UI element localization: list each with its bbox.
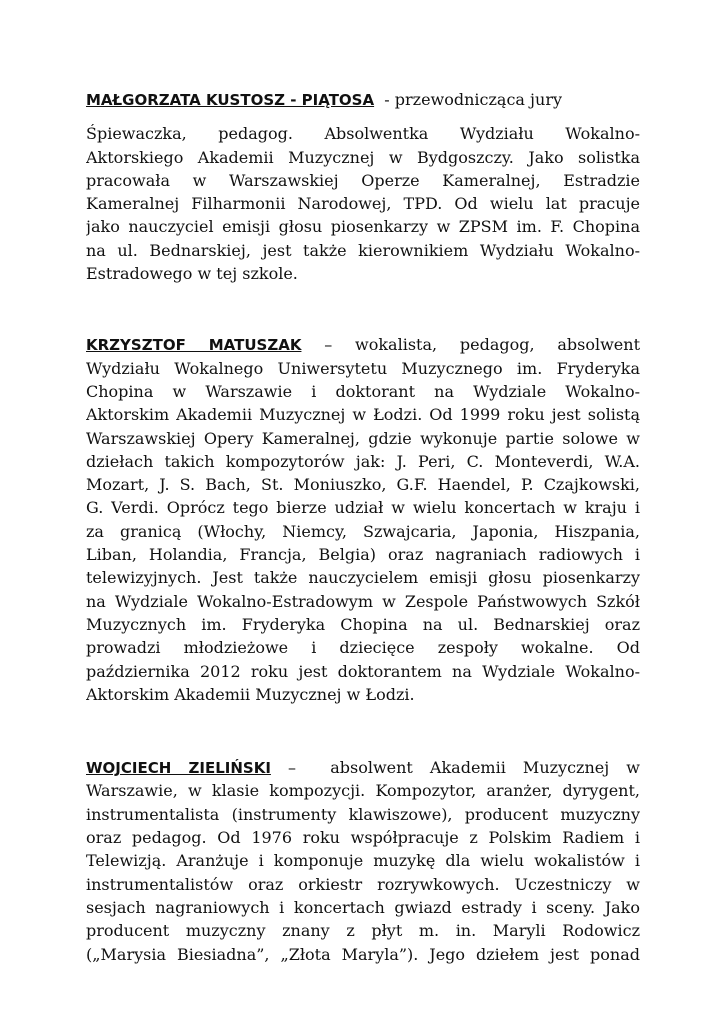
bio3-line: Warszawie, w klasie kompozycji. Kompozytor, aranżer, dyrygent, bbox=[86, 781, 640, 801]
bio3-line: producent muzyczny znany z płyt m. in. Maryli Rodowicz bbox=[86, 921, 640, 941]
bio1-line: pracowała w Warszawskiej Operze Kameralnej, Estradzie bbox=[86, 170, 640, 190]
bio2-line: Wydziału Wokalnego Uniwersytetu Muzycznego im. Fryderyka bbox=[86, 358, 640, 378]
bio1-line: jako nauczyciel emisji głosu piosenkarzy w ZPSM im. F. Chopina bbox=[86, 217, 640, 237]
bio2-line: dziełach takich kompozytorów jak: J. Peri, C. Monteverdi, W.A. bbox=[86, 451, 640, 471]
bio2-line: Liban, Holandia, Francja, Belgia) oraz nagraniach radiowych i bbox=[86, 545, 640, 565]
bio2-line: G. Verdi. Oprócz tego bierze udział w wielu koncertach w kraju i bbox=[86, 498, 640, 518]
bio3-first-line-rest: – absolwent Akademii Muzycznej w bbox=[270, 758, 640, 778]
bio3-line: sesjach nagraniowych i koncertach gwiazd estrady i sceny. Jako bbox=[86, 897, 640, 917]
bio3-paragraph bbox=[86, 756, 640, 966]
bio2-paragraph bbox=[86, 333, 640, 706]
bio2-line: Warszawskiej Opery Kameralnej, gdzie wykonuje partie solowe w bbox=[86, 428, 640, 448]
bio3-line: instrumentalista (instrumenty klawiszowe), producent muzyczny bbox=[86, 804, 640, 824]
bio2-line: telewizyjnych. Jest także nauczycielem emisji głosu piosenkarzy bbox=[86, 568, 640, 588]
bio1-line: Estradowego w tej szkole. bbox=[86, 264, 298, 284]
bio2-name: KRZYSZTOF MATUSZAK bbox=[86, 336, 302, 355]
bio1-name: MAŁGORZATA KUSTOSZ - PIĄTOSA bbox=[86, 91, 375, 109]
bio1-line: Aktorskiego Akademii Muzycznej w Bydgoszczy. Jako solistka bbox=[86, 147, 640, 167]
bio2-line: Aktorskim Akademii Muzycznej w Łodzi. bbox=[86, 684, 415, 704]
bio2-first-line bbox=[86, 333, 640, 356]
bio3-line: („Marysia Biesiadna”, „Złota Maryla”). Jego dziełem jest ponad bbox=[86, 944, 640, 964]
bio1-line: Śpiewaczka, pedagog. Absolwentka Wydziału Wokalno- bbox=[86, 124, 640, 144]
bio2-line: października 2012 roku jest doktorantem na Wydziale Wokalno- bbox=[86, 661, 640, 681]
bio2-line: Chopina w Warszawie i doktorant na Wydziale Wokalno- bbox=[86, 381, 640, 401]
bio3-line: instrumentalistów oraz orkiestr rozrywkowych. Uczestniczy w bbox=[86, 874, 640, 894]
bio1-heading bbox=[86, 88, 640, 111]
document-page bbox=[86, 88, 640, 966]
bio2-line: za granicą (Włochy, Niemcy, Szwajcaria, Japonia, Hiszpania, bbox=[86, 521, 640, 541]
bio3-line: Telewizją. Aranżuje i komponuje muzykę dla wielu wokalistów i bbox=[86, 851, 640, 871]
bio2-line: Mozart, J. S. Bach, St. Moniuszko, G.F. Haendel, P. Czajkowski, bbox=[86, 475, 640, 495]
bio3-name: WOJCIECH ZIELIŃSKI bbox=[86, 759, 271, 778]
bio2-line: na Wydziale Wokalno-Estradowym w Zespole Państwowych Szkół bbox=[86, 591, 640, 611]
bio1-line: Kameralnej Filharmonii Narodowej, TPD. Od wielu lat pracuje bbox=[86, 194, 640, 214]
bio2-line: Muzycznych im. Fryderyka Chopina na ul. Bednarskiej oraz bbox=[86, 614, 640, 634]
bio1-role: - przewodnicząca jury bbox=[374, 90, 563, 109]
bio2-first-line-rest: – wokalista, pedagog, absolwent bbox=[301, 335, 640, 355]
bio2-line: Aktorskim Akademii Muzycznej w Łodzi. Od 1999 roku jest solistą bbox=[86, 405, 640, 425]
bio1-line: na ul. Bednarskiej, jest także kierownikiem Wydziału Wokalno- bbox=[86, 240, 640, 260]
bio1-paragraph bbox=[86, 122, 640, 285]
bio2-line: prowadzi młodzieżowe i dziecięce zespoły wokalne. Od bbox=[86, 638, 640, 658]
bio3-line: oraz pedagog. Od 1976 roku współpracuje z Polskim Radiem i bbox=[86, 828, 640, 848]
bio3-first-line bbox=[86, 756, 640, 779]
